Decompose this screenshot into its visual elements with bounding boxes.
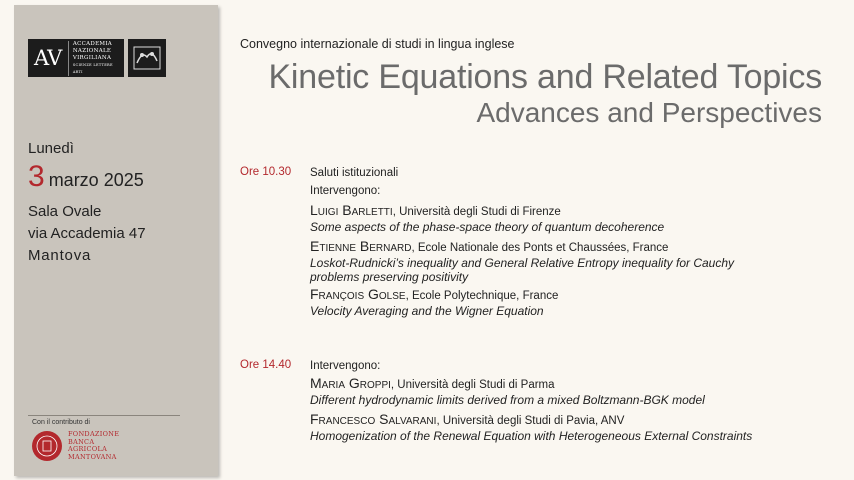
logo-text-line: VIRGILIANA xyxy=(72,54,112,61)
speaker-name: François Golse xyxy=(310,286,406,302)
session-speakers-label: Intervengono: xyxy=(310,185,381,197)
speaker-affiliation: , Università degli Studi di Parma xyxy=(390,379,555,391)
venue: Sala Ovale xyxy=(28,203,102,220)
city: Mantova xyxy=(28,247,92,264)
seal-icon xyxy=(128,39,166,77)
logo-text-line: SCIENZE LETTERE ARTI xyxy=(72,62,113,74)
address: via Accademia 47 xyxy=(28,225,146,242)
sponsor-name-line: AGRICOLA xyxy=(68,445,108,453)
talk-title: Loskot-Rudnicki’s inequality and General Relative Entropy inequality for Cauchy xyxy=(310,256,735,270)
sponsor-name-line: BANCA xyxy=(68,437,95,446)
event-date-block xyxy=(28,140,146,267)
talk-title: Some aspects of the phase-space theory of quantum decoherence xyxy=(310,220,665,234)
logo-text xyxy=(68,41,124,76)
talk-title: Velocity Averaging and the Wigner Equation xyxy=(310,304,544,318)
sponsor-name-line: FONDAZIONE xyxy=(68,430,120,438)
logo-text-line: NAZIONALE xyxy=(72,47,112,54)
talk-title: Homogenization of the Renewal Equation with Heterogeneous External Constraints xyxy=(310,429,753,443)
session-content xyxy=(310,166,830,318)
speaker xyxy=(310,236,830,256)
event-date-number: 3 xyxy=(28,160,45,193)
talk-title: Different hydrodynamic limits derived from a mixed Boltzmann-BGK model xyxy=(310,393,705,407)
event-date-month-year: marzo 2025 xyxy=(48,170,144,190)
speaker-name: Francesco Salvarani xyxy=(310,411,437,427)
logo-text-line: ACCADEMIA xyxy=(72,40,113,47)
sponsor-label: Con il contributo di xyxy=(32,419,90,426)
event-day: Lunedì xyxy=(28,140,74,157)
page-subtitle: Advances and Perspectives xyxy=(476,97,822,128)
sidebar-panel xyxy=(14,5,218,476)
logo-mark: AV xyxy=(34,46,62,70)
speaker xyxy=(310,284,830,304)
speaker-affiliation: , Ecole Polytechnique, France xyxy=(405,290,559,302)
sponsor-name xyxy=(68,431,119,461)
session-time: Ore 10.30 xyxy=(240,166,292,178)
speaker xyxy=(310,409,830,429)
sponsor-logo xyxy=(32,431,119,461)
session-speakers-label: Intervengono: xyxy=(310,360,381,372)
speaker-name: Etienne Bernard xyxy=(310,238,412,254)
session-time: Ore 14.40 xyxy=(240,359,292,371)
event-date xyxy=(28,160,146,193)
speaker xyxy=(310,373,830,393)
session-intro: Saluti istituzionali xyxy=(310,167,399,179)
sponsor-divider xyxy=(28,415,180,416)
speaker-name: Maria Groppi xyxy=(310,375,391,391)
speaker-name: Luigi Barletti xyxy=(310,202,393,218)
event-location xyxy=(28,201,146,267)
page-title: Kinetic Equations and Related Topics xyxy=(268,58,822,96)
conference-type: Convegno internazionale di studi in lingua inglese xyxy=(240,37,515,51)
speaker-affiliation: , Università degli Studi di Firenze xyxy=(392,206,561,218)
sponsor-seal-icon xyxy=(32,431,62,461)
session-content xyxy=(310,359,830,443)
accademia-logo xyxy=(28,39,124,77)
speaker-affiliation: , Università degli Studi di Pavia, ANV xyxy=(436,415,625,427)
speaker-affiliation: , Ecole Nationale des Ponts et Chaussées, France xyxy=(411,242,669,254)
sponsor-name-line: MANTOVANA xyxy=(68,452,117,461)
talk-title-continued: problems preserving positivity xyxy=(310,270,469,284)
speaker xyxy=(310,200,830,220)
